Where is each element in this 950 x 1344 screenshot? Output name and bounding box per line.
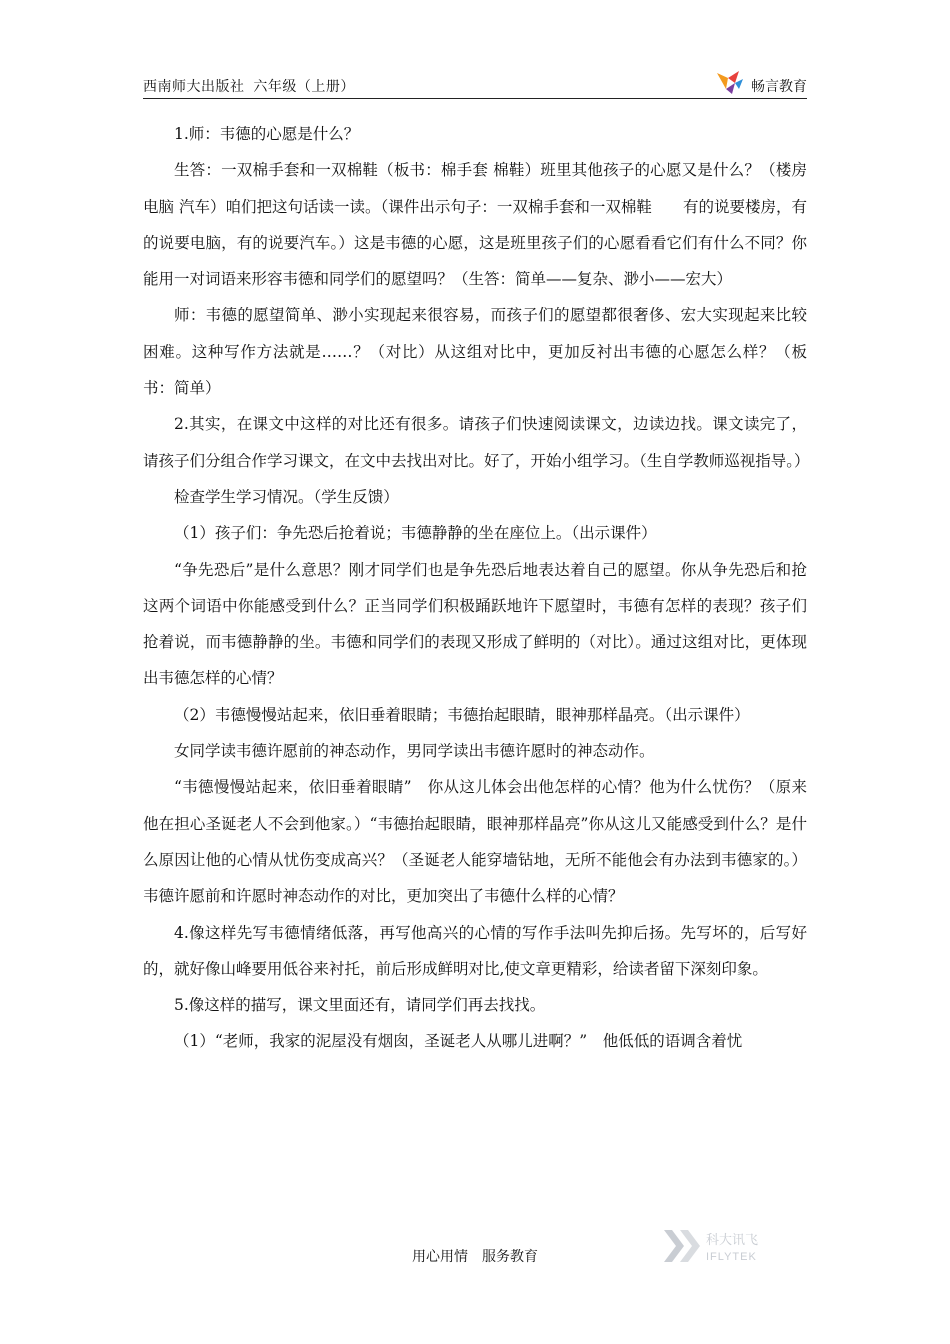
paragraph: （1）“老师，我家的泥屋没有烟囱，圣诞老人从哪儿进啊？” 他低低的语调含着忧 xyxy=(174,1032,743,1051)
paragraph: 1.师：韦德的心愿是什么？ xyxy=(174,125,360,143)
iflytek-watermark-logo xyxy=(662,1226,812,1266)
paragraph: “韦德慢慢站起来，依旧垂着眼睛” 你从这儿体会出他怎样的心情？他为什么忧伤？（原来他在担心圣诞老人不会到他家。）“韦德抬起眼睛，眼神那样晶亮”你从这儿又能感受到什么？是什么原因让他的心情从忧伤变成高兴？（圣诞老人能穿墙钻地，无所不能他会有办法到韦德家的。）韦德许愿前和许愿时神态动作的对比，更加突出了韦德什么样的心情？ xyxy=(143,778,807,906)
paragraph: 生答：一双棉手套和一双棉鞋（板书：棉手套 棉鞋）班里其他孩子的心愿又是什么？（楼房 电脑 汽车）咱们把这句话读一读。（课件出示句子：一双棉手套和一双棉鞋 有的说要楼房，有的说要电脑，有的说要汽车。）这是韦德的心愿，这是班里孩子们的心愿看看它们有什么不同？你能用一对词语来形容韦德和同学们的愿望吗？（生答：简单——复杂、渺小——宏大） xyxy=(143,161,807,289)
document-body xyxy=(143,116,810,1060)
paragraph: 4.像这样先写韦德情绪低落，再写他高兴的心情的写作手法叫先抑后扬。先写坏的，后写好的，就好像山峰要用低谷来衬托，前后形成鲜明对比,使文章更精彩，给读者留下深刻印象。 xyxy=(143,923,807,978)
paragraph: （1）孩子们：争先恐后抢着说；韦德静静的坐在座位上。（出示课件） xyxy=(174,524,657,543)
brand-name: 畅言教育 xyxy=(751,79,807,95)
footer-slogan: 用心用情 服务教育 xyxy=(412,1249,538,1265)
changyan-logo-icon xyxy=(715,67,745,95)
logo-cn-text: 科大讯飞 xyxy=(706,1232,759,1247)
page-header xyxy=(143,62,807,99)
paragraph: 2.其实，在课文中这样的对比还有很多。请孩子们快速阅读课文，边读边找。课文读完了，请孩子们分组合作学习课文，在文中去找出对比。好了，开始小组学习。（生自学教师巡视指导。） xyxy=(143,415,810,470)
paragraph: “争先恐后”是什么意思？刚才同学们也是争先恐后地表达着自己的愿望。你从争先恐后和抢这两个词语中你能感受到什么？正当同学们积极踊跃地许下愿望时，韦德有怎样的表现？孩子们抢着说，而韦德静静的坐。韦德和同学们的表现又形成了鲜明的（对比）。通过这组对比，更体现出韦德怎样的心情？ xyxy=(143,560,807,688)
paragraph: （2）韦德慢慢站起来，依旧垂着眼睛；韦德抬起眼睛，眼神那样晶亮。（出示课件） xyxy=(174,705,750,724)
brand-block xyxy=(715,66,807,96)
paragraph: 师：韦德的愿望简单、渺小实现起来很容易，而孩子们的愿望都很奢侈、宏大实现起来比较困难。这种写作方法就是……？（对比）从这组对比中，更加反衬出韦德的心愿怎么样？（板书：简单） xyxy=(143,306,807,398)
publisher-label: 西南师大出版社 六年级（上册） xyxy=(143,79,355,95)
paragraph: 检查学生学习情况。（学生反馈） xyxy=(174,487,399,506)
logo-en-text: IFLYTEK xyxy=(706,1251,757,1263)
paragraph: 女同学读韦德许愿前的神态动作，男同学读出韦德许愿时的神态动作。 xyxy=(174,742,655,761)
paragraph: 5.像这样的描写，课文里面还有，请同学们再去找找。 xyxy=(174,996,546,1015)
